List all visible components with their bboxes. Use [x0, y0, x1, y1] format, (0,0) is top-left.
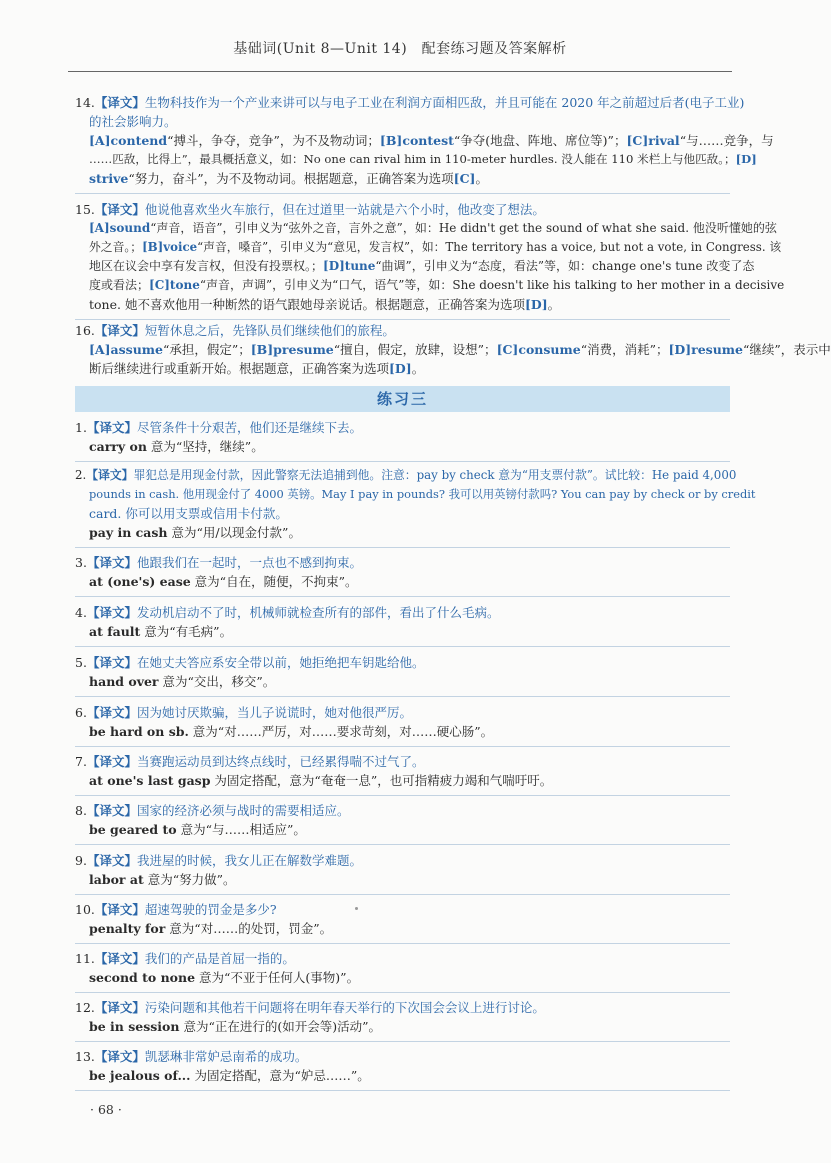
translation-tag: 【译文】	[86, 754, 137, 769]
entry-15	[75, 200, 785, 320]
option-label: [C]	[149, 278, 170, 292]
option-label: [A]	[89, 221, 110, 235]
option-word: tone	[169, 278, 200, 292]
option-word: rival	[648, 133, 680, 148]
option-word: contest	[402, 133, 454, 148]
translation-tag: 【译文】	[94, 323, 145, 338]
entry-16	[75, 321, 831, 378]
list-item	[75, 998, 730, 1042]
phrase-note: 意为“不亚于任何人(事物)”。	[195, 970, 360, 985]
entry-number: 9.	[75, 853, 87, 868]
divider	[75, 646, 730, 647]
translation-text: 在她丈夫答应系安全带以前，她拒绝把车钥匙给他。	[136, 655, 425, 670]
list-item	[75, 603, 730, 647]
option-definition: “努力，奋斗”，为不及物动词。根据题意，正确答案为选项	[128, 171, 454, 186]
translation-text: 因为她讨厌欺骗，当儿子说谎时，她对他很严厉。	[136, 705, 412, 720]
section-title: 练习三	[75, 386, 730, 412]
page-number: · 68 ·	[90, 1102, 122, 1117]
divider	[75, 596, 730, 597]
phrase-note: 为固定搭配，意为“奄奄一息”，也可指精疲力竭和气喘吁吁。	[210, 773, 553, 788]
translation-tag: 【译文】	[94, 202, 145, 217]
phrase-note: 意为“交出，移交”。	[158, 674, 276, 689]
option-definition: “曲调”，引申义为“态度，看法”等，如：change one's tune 改变了态	[375, 259, 755, 273]
phrase: be jealous of...	[89, 1068, 191, 1083]
divider	[75, 696, 730, 697]
divider	[75, 193, 730, 194]
option-definition: “与……竞争，与	[679, 133, 774, 148]
option-label: [B]	[250, 342, 274, 357]
translation-tag: 【译文】	[86, 555, 137, 570]
option-label: [C]	[496, 342, 519, 357]
phrase-note: 意为“正在进行的(如开会等)活动”。	[179, 1019, 381, 1034]
divider	[75, 461, 730, 462]
translation-text: 当赛跑运动员到达终点线时，已经累得喘不过气了。	[136, 754, 425, 769]
translation-tag: 【译文】	[94, 1049, 145, 1064]
divider	[75, 992, 730, 993]
phrase: at (one's) ease	[89, 574, 191, 589]
entry-number: 10.	[75, 902, 95, 917]
entry-number: 11.	[75, 951, 95, 966]
translation-tag: 【译文】	[94, 1000, 145, 1015]
option-label: [D]	[323, 259, 345, 273]
phrase: pay in cash	[89, 525, 168, 540]
entry-number: 12.	[75, 1000, 95, 1015]
translation-tag: 【译文】	[94, 902, 145, 917]
list-item	[75, 466, 756, 548]
option-definition: “承担，假定”；	[162, 342, 251, 357]
translation-tag: 【译文】	[94, 951, 145, 966]
phrase-note: 意为“对……的处罚，罚金”。	[165, 921, 333, 936]
entry-number: 13.	[75, 1049, 95, 1064]
translation-text: 发动机启动不了时，机械师就检查所有的部件，看出了什么毛病。	[136, 605, 500, 620]
punctuation: 。	[547, 297, 561, 312]
phrase-note: 为固定搭配，意为“妒忌……”。	[190, 1068, 370, 1083]
option-label: [D]	[735, 152, 757, 166]
phrase: be in session	[89, 1019, 180, 1034]
option-definition-cont: 地区在议会中享有发言权，但没有投票权。；	[89, 259, 324, 273]
divider	[75, 319, 730, 320]
entry-number: 16.	[75, 323, 95, 338]
scan-speck	[355, 907, 358, 910]
option-word: assume	[110, 342, 163, 357]
punctuation: 。	[475, 171, 488, 186]
divider	[75, 746, 730, 747]
option-definition: “声音，嗓音”，引申义为“意见，发言权”，如：The territory has a voice, but not a vote, in Congress. 该	[197, 240, 782, 254]
entry-number: 1.	[75, 420, 87, 435]
answer: [D]	[389, 361, 412, 376]
phrase: at one's last gasp	[89, 773, 211, 788]
divider	[75, 844, 730, 845]
option-definition: “争夺(地盘、阵地、席位等)”；	[453, 133, 627, 148]
answer: [C]	[453, 171, 476, 186]
phrase-note: 意为“自在，随便，不拘束”。	[190, 574, 358, 589]
option-word: voice	[163, 240, 198, 254]
option-word: consume	[518, 342, 581, 357]
divider	[75, 1090, 730, 1091]
translation-tag: 【译文】	[86, 605, 137, 620]
option-word: presume	[273, 342, 334, 357]
list-item	[75, 900, 730, 944]
entry-number: 14.	[75, 95, 95, 110]
divider	[75, 943, 730, 944]
entry-14	[75, 93, 774, 194]
list-item	[75, 553, 730, 597]
phrase-note: 意为“对……严厉，对……要求苛刻，对……硬心肠”。	[188, 724, 494, 739]
phrase: second to none	[89, 970, 196, 985]
entry-number: 2.	[75, 468, 87, 482]
translation-text: 凯瑟琳非常妒忌南希的成功。	[144, 1049, 308, 1064]
entry-number: 5.	[75, 655, 87, 670]
list-item	[75, 801, 730, 845]
option-definition: “继续”，表示中	[742, 342, 831, 357]
list-item	[75, 418, 730, 462]
phrase-note: 意为“有毛病”。	[140, 624, 233, 639]
phrase: penalty for	[89, 921, 166, 936]
option-definition: “声音，声调”，引申义为“口气，语气”等，如：She doesn't like his talking to her mother in a decisive	[199, 278, 785, 292]
phrase-note: 意为“用/以现金付款”。	[167, 525, 301, 540]
translation-text: 我进屋的时候，我女儿正在解数学难题。	[136, 853, 362, 868]
phrase: labor at	[89, 872, 144, 887]
entry-number: 8.	[75, 803, 87, 818]
translation-text: 短暂休息之后，先锋队员们继续他们的旅程。	[144, 323, 395, 338]
divider	[75, 547, 730, 548]
option-definition-cont: 断后继续进行或重新开始。根据题意，正确答案为选项	[89, 361, 390, 376]
entry-number: 4.	[75, 605, 87, 620]
divider	[75, 1041, 730, 1042]
option-word: resume	[691, 342, 743, 357]
option-definition: “声音，语音”，引申义为“弦外之音，言外之意”，如：He didn't get the sound of what she said. 他没听懂她的弦	[150, 221, 777, 235]
translation-tag: 【译文】	[86, 705, 137, 720]
translation-text: 污染问题和其他若干问题将在明年春天举行的下次国会会议上进行讨论。	[144, 1000, 545, 1015]
option-definition-cont: 外之音。；	[89, 240, 143, 254]
option-label: [B]	[379, 133, 403, 148]
option-label: [D]	[668, 342, 692, 357]
option-definition: “擅自，假定，放肆，设想”；	[333, 342, 497, 357]
punctuation: 。	[411, 361, 425, 376]
translation-text: 国家的经济必须与战时的需要相适应。	[136, 803, 350, 818]
list-item	[75, 703, 730, 747]
option-label: [A]	[89, 342, 111, 357]
option-definition-cont: ……匹敌，比得上”，最具概括意义，如：No one can rival him in 110-meter hurdles. 没人能在 110 米栏上与他匹敌。；	[89, 152, 736, 166]
list-item	[75, 752, 730, 796]
translation-text: 超速驾驶的罚金是多少?	[144, 902, 277, 917]
entry-number: 3.	[75, 555, 87, 570]
option-definition-cont: tone. 她不喜欢他用一种断然的语气跟她母亲说话。根据题意，正确答案为选项	[89, 297, 525, 312]
answer: [D]	[524, 297, 548, 312]
option-label: [C]	[626, 133, 649, 148]
phrase-note: 意为“与……相适应”。	[176, 822, 306, 837]
phrase: at fault	[89, 624, 141, 639]
divider	[75, 894, 730, 895]
list-item	[75, 1047, 730, 1091]
translation-tag: 【译文】	[86, 803, 137, 818]
translation-text-cont: pounds in cash. 他用现金付了 4000 英镑。May I pay in pounds? 我可以用英镑付款吗? You can pay by check or by credit	[89, 487, 756, 501]
translation-text: 罪犯总是用现金付款，因此警察无法追捕到他。注意：pay by check 意为“用支票付款”。试比较：He paid 4,000	[133, 468, 737, 482]
running-header: 基础词(Unit 8—Unit 14) 配套练习题及答案解析	[233, 41, 567, 57]
translation-text: 生物科技作为一个产业来讲可以与电子工业在利润方面相匹敌，并且可能在 2020 年之前超过后者(电子工业)	[144, 95, 745, 110]
option-word: sound	[109, 221, 151, 235]
translation-tag: 【译文】	[86, 420, 137, 435]
phrase-note: 意为“坚持，继续”。	[146, 439, 264, 454]
translation-text: 我们的产品是首屈一指的。	[144, 951, 295, 966]
list-item	[75, 949, 730, 993]
option-word: strive	[89, 171, 129, 186]
phrase-note: 意为“努力做”。	[143, 872, 236, 887]
phrase: be geared to	[89, 822, 177, 837]
translation-text: 他跟我们在一起时，一点也不感到拘束。	[136, 555, 362, 570]
option-word: tune	[344, 259, 376, 273]
divider	[75, 795, 730, 796]
option-word: contend	[110, 133, 168, 148]
phrase: hand over	[89, 674, 159, 689]
translation-text-cont: card. 你可以用支票或信用卡付款。	[89, 506, 288, 521]
option-label: [B]	[142, 240, 164, 254]
translation-tag: 【译文】	[86, 468, 134, 482]
entry-number: 7.	[75, 754, 87, 769]
option-definition: “消费，消耗”；	[580, 342, 669, 357]
translation-tag: 【译文】	[86, 853, 137, 868]
translation-text: 尽管条件十分艰苦，他们还是继续下去。	[136, 420, 362, 435]
phrase: carry on	[89, 439, 147, 454]
phrase: be hard on sb.	[89, 724, 189, 739]
option-label: [A]	[89, 133, 111, 148]
entry-number: 6.	[75, 705, 87, 720]
option-definition: “搏斗，争夺，竞争”，为不及物动词；	[167, 133, 380, 148]
header-rule	[68, 71, 732, 72]
translation-tag: 【译文】	[86, 655, 137, 670]
list-item	[75, 653, 730, 697]
entry-number: 15.	[75, 202, 95, 217]
translation-text: 他说他喜欢坐火车旅行，但在过道里一站就是六个小时，他改变了想法。	[144, 202, 545, 217]
option-definition-cont: 度或看法；	[89, 278, 150, 292]
list-item	[75, 851, 730, 895]
translation-text-cont: 的社会影响力。	[89, 114, 177, 129]
translation-tag: 【译文】	[94, 95, 145, 110]
